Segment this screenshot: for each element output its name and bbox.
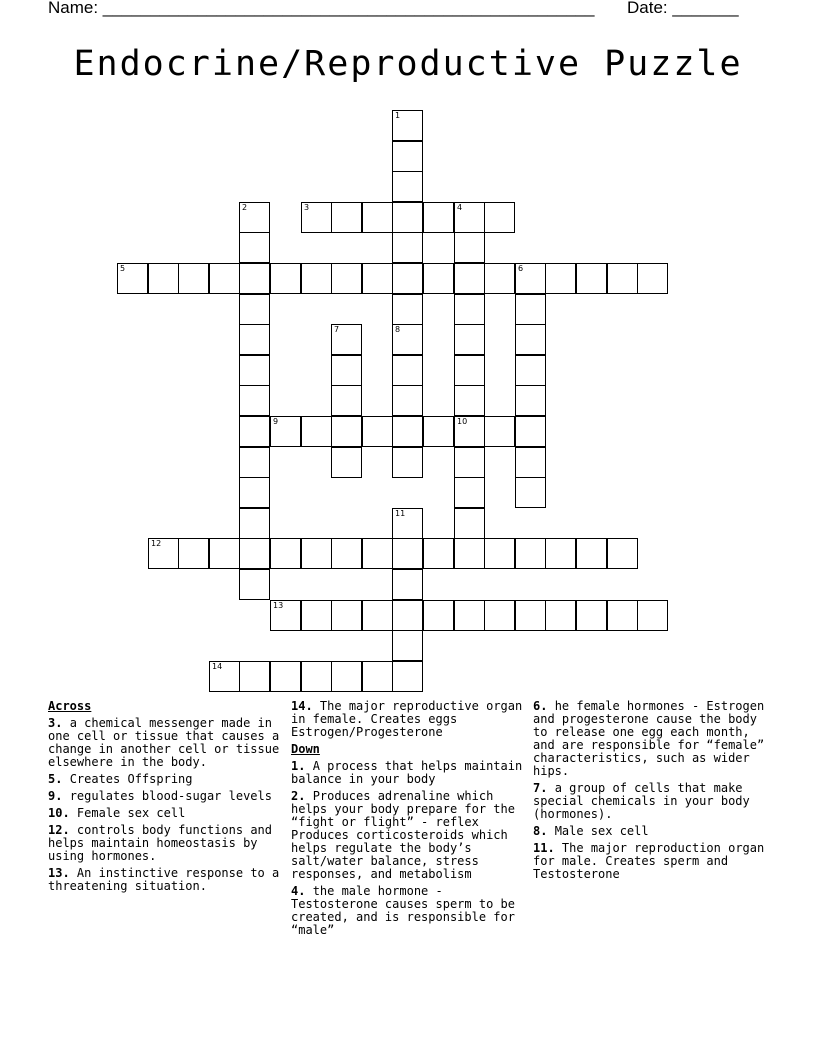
clue-number: 12	[151, 539, 162, 548]
grid-cell[interactable]	[515, 538, 546, 569]
clue-across-13: 13. An instinctive response to a threatening situation.	[48, 866, 280, 893]
grid-cell[interactable]	[392, 324, 423, 355]
clue-across-14: 14. The major reproductive organ in female. Creates eggs Estrogen/Progesterone	[291, 699, 523, 739]
grid-cell[interactable]	[484, 538, 515, 569]
grid-cell[interactable]	[607, 263, 638, 294]
grid-cell[interactable]	[515, 447, 546, 478]
grid-cell[interactable]	[331, 355, 362, 386]
grid-cell[interactable]	[331, 324, 362, 355]
clue-number: 5	[120, 264, 126, 273]
grid-cell[interactable]	[484, 202, 515, 233]
clue-down-8: 8. Male sex cell	[533, 824, 649, 838]
grid-cell[interactable]	[392, 263, 423, 294]
grid-cell[interactable]	[239, 324, 270, 355]
grid-cell[interactable]	[515, 355, 546, 386]
grid-cell[interactable]	[301, 263, 332, 294]
clue-down-11: 11. The major reproduction organ for male. Creates sperm and Testosterone	[533, 841, 765, 881]
clue-down-6: 6. he female hormones - Estrogen and progesterone cause the body to release one egg each month, and are responsible for “female” characteristics, such as wider hips.	[533, 699, 765, 778]
grid-cell[interactable]	[239, 355, 270, 386]
grid-cell[interactable]	[331, 263, 362, 294]
grid-cell[interactable]	[270, 416, 301, 447]
grid-cell[interactable]	[454, 202, 485, 233]
clue-down-2: 2. Produces adrenaline which helps your body prepare for the “fight or flight” - reflex Produces corticosteroids which helps regulate the body’s salt/water balance, stress responses, and metabolism	[291, 789, 515, 881]
grid-cell[interactable]	[148, 263, 179, 294]
grid-cell[interactable]	[392, 569, 423, 600]
grid-cell[interactable]	[331, 600, 362, 631]
grid-cell[interactable]	[392, 232, 423, 263]
grid-cell[interactable]	[301, 661, 332, 692]
grid-cell[interactable]	[454, 232, 485, 263]
grid-cell[interactable]	[545, 538, 576, 569]
clue-number: 6	[518, 264, 524, 273]
grid-cell[interactable]	[362, 661, 393, 692]
grid-cell[interactable]	[392, 110, 423, 141]
grid-cell[interactable]	[576, 263, 607, 294]
grid-cell[interactable]	[148, 538, 179, 569]
grid-cell[interactable]	[239, 385, 270, 416]
clue-number: 8	[395, 325, 401, 334]
down-heading: Down	[291, 742, 320, 756]
grid-cell[interactable]	[239, 202, 270, 233]
grid-cell[interactable]	[239, 232, 270, 263]
grid-cell[interactable]	[239, 263, 270, 294]
clue-number: 2	[242, 203, 248, 212]
grid-cell[interactable]	[301, 538, 332, 569]
date-field-label: Date: _______	[627, 0, 739, 17]
clue-number: 7	[334, 325, 340, 334]
grid-cell[interactable]	[209, 661, 240, 692]
grid-cell[interactable]	[392, 538, 423, 569]
grid-cell[interactable]	[362, 263, 393, 294]
grid-cell[interactable]	[239, 538, 270, 569]
clues-column-2	[291, 700, 527, 941]
grid-cell[interactable]	[392, 385, 423, 416]
grid-cell[interactable]	[454, 324, 485, 355]
grid-cell[interactable]	[607, 538, 638, 569]
name-field-label: Name: ____________________________________________________	[48, 0, 595, 17]
grid-cell[interactable]	[362, 600, 393, 631]
grid-cell[interactable]	[270, 263, 301, 294]
grid-cell[interactable]	[484, 263, 515, 294]
grid-cell[interactable]	[117, 263, 148, 294]
grid-cell[interactable]	[239, 416, 270, 447]
grid-cell[interactable]	[331, 538, 362, 569]
grid-cell[interactable]	[454, 294, 485, 325]
grid-cell[interactable]	[515, 294, 546, 325]
grid-cell[interactable]	[392, 141, 423, 172]
clue-number: 3	[304, 203, 310, 212]
grid-cell[interactable]	[392, 416, 423, 447]
grid-cell[interactable]	[331, 202, 362, 233]
grid-cell[interactable]	[239, 569, 270, 600]
grid-cell[interactable]	[270, 600, 301, 631]
grid-cell[interactable]	[178, 263, 209, 294]
grid-cell[interactable]	[239, 661, 270, 692]
clue-across-12: 12. controls body functions and helps maintain homeostasis by using hormones.	[48, 823, 272, 863]
grid-cell[interactable]	[209, 538, 240, 569]
grid-cell[interactable]	[484, 416, 515, 447]
grid-cell[interactable]	[454, 355, 485, 386]
clue-number: 4	[457, 203, 463, 212]
grid-cell[interactable]	[454, 447, 485, 478]
clue-number: 1	[395, 111, 401, 120]
grid-cell[interactable]	[392, 508, 423, 539]
grid-cell[interactable]	[331, 385, 362, 416]
across-heading: Across	[48, 699, 92, 713]
clue-number: 13	[273, 601, 284, 610]
grid-cell[interactable]	[392, 355, 423, 386]
grid-cell[interactable]	[362, 416, 393, 447]
clue-down-4: 4. the male hormone - Testosterone causes sperm to be created, and is responsible for “male”	[291, 884, 515, 937]
grid-cell[interactable]	[454, 508, 485, 539]
clue-number: 14	[212, 662, 223, 671]
grid-cell[interactable]	[607, 600, 638, 631]
grid-cell[interactable]	[454, 600, 485, 631]
grid-cell[interactable]	[239, 477, 270, 508]
grid-cell[interactable]	[423, 538, 454, 569]
grid-cell[interactable]	[392, 661, 423, 692]
grid-cell[interactable]	[301, 202, 332, 233]
grid-cell[interactable]	[423, 416, 454, 447]
clue-number: 10	[457, 417, 468, 426]
grid-cell[interactable]	[392, 600, 423, 631]
grid-cell[interactable]	[392, 447, 423, 478]
puzzle-title: Endocrine/Reproductive Puzzle	[73, 44, 743, 84]
grid-cell[interactable]	[239, 447, 270, 478]
grid-cell[interactable]	[392, 630, 423, 661]
grid-cell[interactable]	[423, 263, 454, 294]
grid-cell[interactable]	[515, 600, 546, 631]
grid-cell[interactable]	[270, 538, 301, 569]
grid-cell[interactable]	[331, 416, 362, 447]
grid-cell[interactable]	[454, 538, 485, 569]
clue-across-10: 10. Female sex cell	[48, 806, 186, 820]
grid-cell[interactable]	[454, 263, 485, 294]
grid-cell[interactable]	[423, 600, 454, 631]
grid-cell[interactable]	[239, 294, 270, 325]
grid-cell[interactable]	[239, 508, 270, 539]
clue-across-9: 9. regulates blood-sugar levels	[48, 789, 272, 803]
grid-cell[interactable]	[454, 477, 485, 508]
grid-cell[interactable]	[637, 263, 668, 294]
grid-cell[interactable]	[454, 385, 485, 416]
grid-cell[interactable]	[362, 538, 393, 569]
grid-cell[interactable]	[178, 538, 209, 569]
grid-cell[interactable]	[331, 447, 362, 478]
grid-cell[interactable]	[301, 600, 332, 631]
grid-cell[interactable]	[545, 600, 576, 631]
clue-down-1: 1. A process that helps maintain balance in your body	[291, 759, 523, 786]
grid-cell[interactable]	[515, 324, 546, 355]
clue-number: 11	[395, 509, 406, 518]
grid-cell[interactable]	[576, 600, 607, 631]
grid-cell[interactable]	[545, 263, 576, 294]
grid-cell[interactable]	[423, 202, 454, 233]
grid-cell[interactable]	[484, 600, 515, 631]
clues-column-1	[48, 700, 284, 897]
grid-cell[interactable]	[331, 661, 362, 692]
clues-column-3	[533, 700, 773, 885]
grid-cell[interactable]	[301, 416, 332, 447]
grid-cell[interactable]	[576, 538, 607, 569]
grid-cell[interactable]	[362, 202, 393, 233]
clue-number: 9	[273, 417, 279, 426]
grid-cell[interactable]	[209, 263, 240, 294]
grid-cell[interactable]	[515, 385, 546, 416]
grid-cell[interactable]	[392, 202, 423, 233]
clue-across-3: 3. a chemical messenger made in one cell or tissue that causes a change in another cell or tissue elsewhere in the body.	[48, 716, 280, 769]
grid-cell[interactable]	[515, 263, 546, 294]
grid-cell[interactable]	[515, 477, 546, 508]
clue-down-7: 7. a group of cells that make special chemicals in your body (hormones).	[533, 781, 750, 821]
grid-cell[interactable]	[454, 416, 485, 447]
clue-across-5: 5. Creates Offspring	[48, 772, 193, 786]
grid-cell[interactable]	[515, 416, 546, 447]
grid-cell[interactable]	[270, 661, 301, 692]
grid-cell[interactable]	[392, 171, 423, 202]
grid-cell[interactable]	[637, 600, 668, 631]
grid-cell[interactable]	[392, 294, 423, 325]
